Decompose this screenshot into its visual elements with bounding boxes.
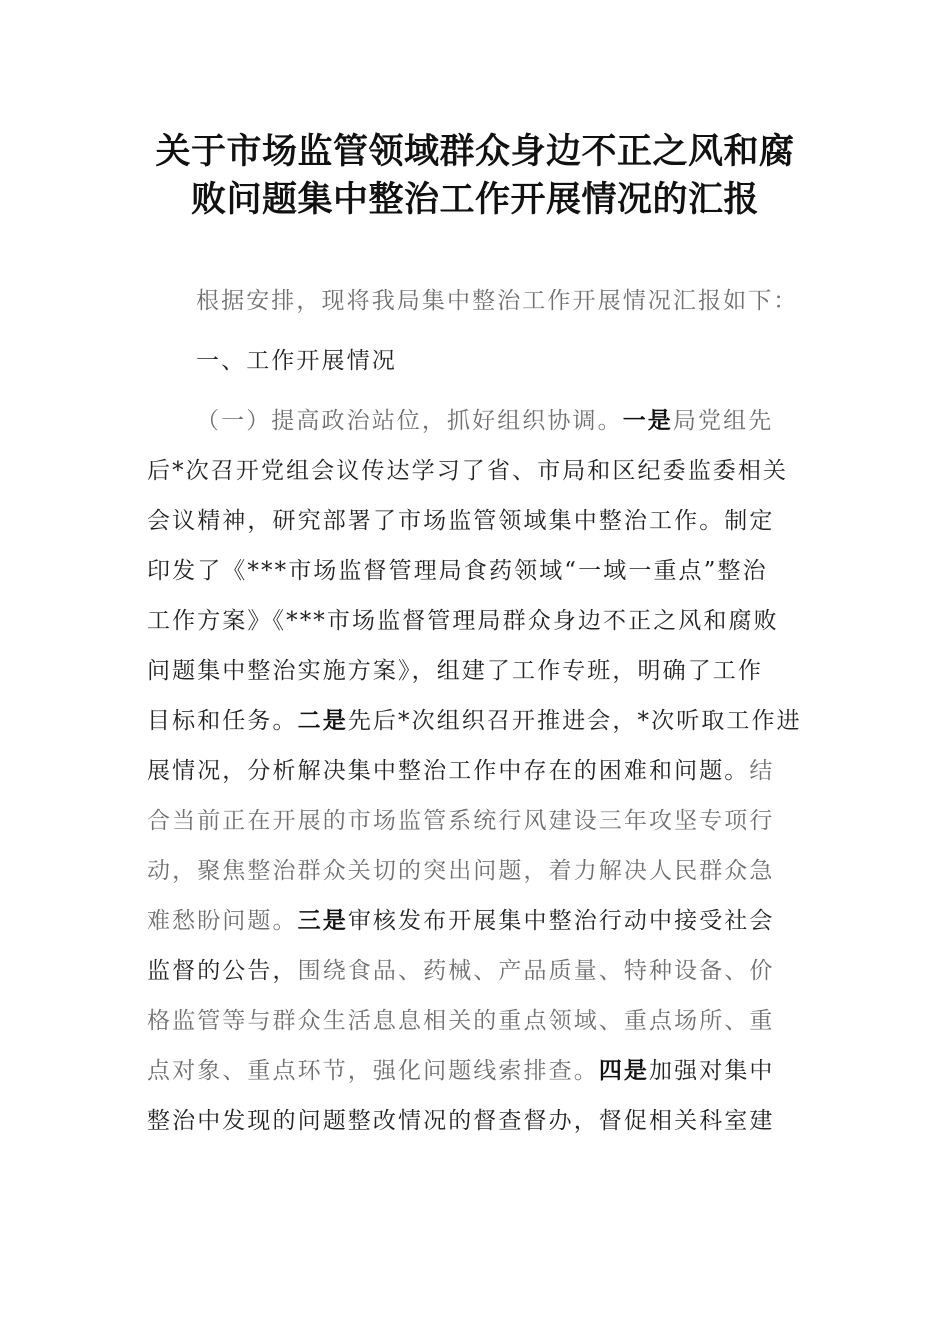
text-run: 监督的公告， [147, 958, 298, 984]
paragraph-line [147, 1056, 775, 1086]
text-run: 先后*次组织召开推进会，*次听取工作进 [347, 708, 802, 734]
paragraph-line [147, 956, 775, 986]
text-run: 围绕食品、药械、产品质量、特种设备、价 [297, 958, 775, 984]
text-run: 加强对集中 [649, 1058, 775, 1084]
paragraph-line: 动，聚焦整治群众关切的突出问题，着力解决人民群众急 [147, 858, 775, 884]
document-title [140, 128, 810, 224]
title-line-2: 败问题集中整治工作开展情况的汇报 [190, 180, 759, 220]
paragraph-line: 印发了《***市场监督管理局食药领域“一域一重点”整治 [147, 558, 768, 584]
text-run: 点对象、重点环节，强化问题线索排查。 [147, 1058, 599, 1084]
paragraph-line: 格监管等与群众生活息息相关的重点领域、重点场所、重 [147, 1008, 775, 1034]
paragraph-line: 整治中发现的问题整改情况的督查督办，督促相关科室建 [147, 1108, 775, 1134]
text-run: 审核发布开展集中整治行动中接受社会 [347, 908, 775, 934]
text-run: 难愁盼问题。 [147, 908, 298, 934]
bold-marker: 一是 [622, 407, 673, 434]
bold-marker: 四是 [598, 1057, 650, 1084]
title-line-1: 关于市场监管领域群众身边不正之风和腐 [155, 132, 795, 172]
paragraph-line: 会议精神，研究部署了市场监管领域集中整治工作。制定 [147, 508, 775, 534]
text-run: 局党组先 [672, 408, 774, 434]
subsection-heading: （一）提高政治站位，抓好组织协调。 [196, 408, 623, 434]
paragraph-line [147, 706, 802, 736]
paragraph-line [196, 406, 773, 436]
paragraph-line: 问题集中整治实施方案》，组建了工作专班，明确了工作 [147, 658, 763, 684]
paragraph-line: 后*次召开党组会议传达学习了省、市局和区纪委监委相关 [147, 458, 789, 484]
text-run: 目标和任务。 [147, 708, 298, 734]
text-run: 结 [749, 758, 775, 784]
bold-marker: 二是 [297, 707, 348, 734]
intro-paragraph: 根据安排，现将我局集中整治工作开展情况汇报如下： [196, 288, 799, 314]
bold-marker: 三是 [297, 907, 348, 934]
paragraph-line [147, 756, 775, 786]
text-run: 展情况，分析解决集中整治工作中存在的困难和问题。 [147, 758, 750, 784]
paragraph-line [147, 906, 775, 936]
paragraph-line: 合当前正在开展的市场监管系统行风建设三年攻坚专项行 [147, 808, 775, 834]
paragraph-line: 工作方案》《***市场监督管理局群众身边不正之风和腐败 [147, 608, 779, 634]
section-heading: 一、工作开展情况 [196, 348, 397, 374]
